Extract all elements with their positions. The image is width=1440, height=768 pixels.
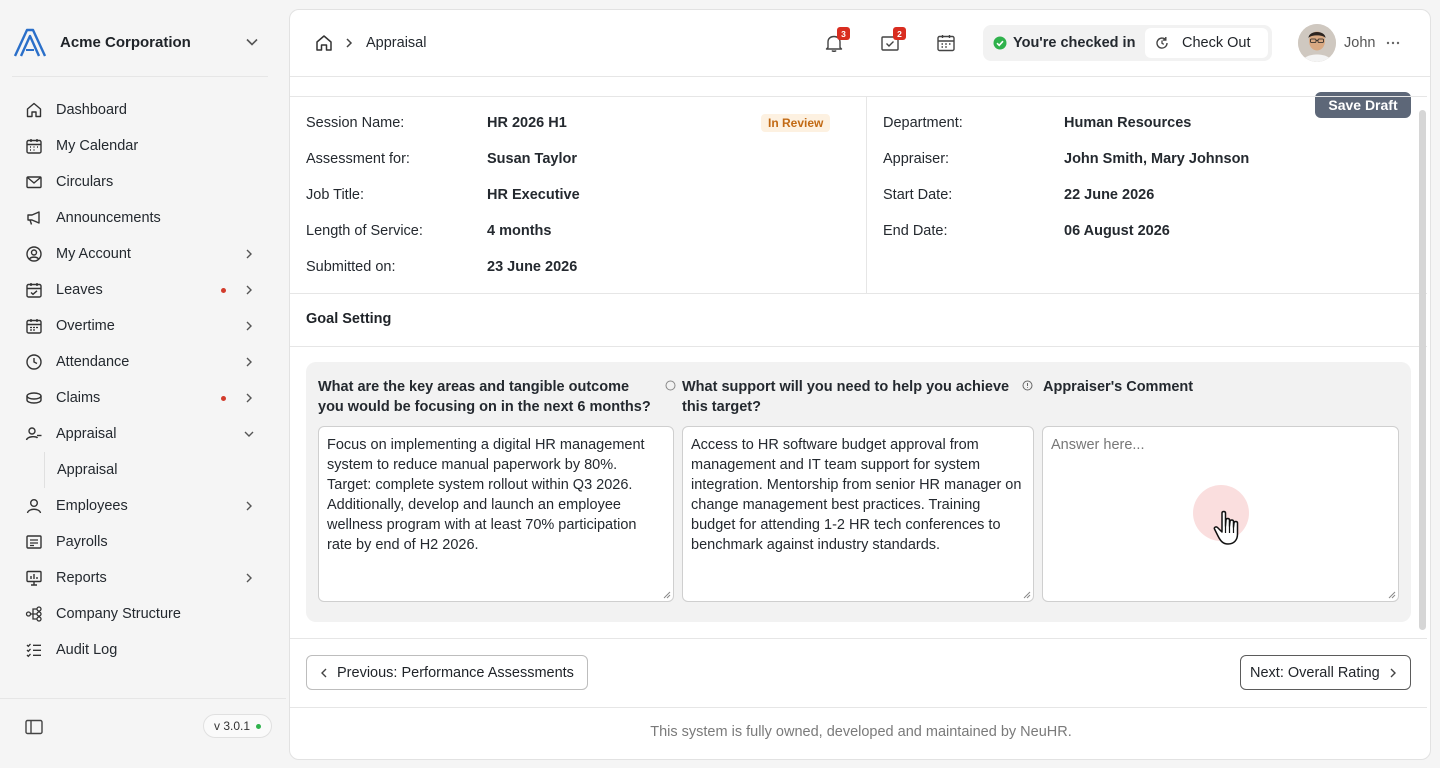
sidebar-item-employees[interactable]	[24, 488, 260, 524]
sidebar-item-label: Appraisal	[56, 426, 117, 442]
question-appraiser-comment: Appraiser's Comment	[1043, 379, 1194, 395]
megaphone-icon	[24, 208, 44, 228]
sidebar-item-label: My Account	[56, 246, 131, 262]
coins-icon	[24, 388, 44, 408]
sidebar-item-attendance[interactable]	[24, 344, 260, 380]
sidebar-item-label: Payrolls	[56, 534, 108, 550]
sidebar-item-label: Leaves	[56, 282, 103, 298]
chevron-right-icon	[242, 499, 256, 513]
sidebar-item-payrolls[interactable]	[24, 524, 260, 560]
sidebar-item-label: Dashboard	[56, 102, 127, 118]
org-name: Acme Corporation	[60, 33, 191, 51]
info-label: Length of Service:	[306, 223, 423, 239]
notification-dot	[221, 288, 226, 293]
check-out-button[interactable]	[1145, 28, 1268, 58]
resize-handle-icon[interactable]	[1388, 591, 1396, 599]
next-step-label: Next: Overall Rating	[1250, 664, 1380, 681]
top-bar	[290, 10, 1430, 77]
breadcrumb-current: Appraisal	[366, 35, 427, 51]
divider	[290, 638, 1427, 639]
chevron-right-icon	[242, 247, 256, 261]
info-label: Start Date:	[883, 187, 953, 203]
user-check-icon	[24, 424, 44, 444]
info-value: 23 June 2026	[487, 259, 578, 275]
calendar-button[interactable]	[935, 32, 957, 54]
info-row	[306, 185, 846, 205]
info-icon[interactable]	[665, 380, 676, 391]
sidebar-item-label: Appraisal	[57, 462, 118, 478]
more-horizontal-icon[interactable]	[1385, 35, 1401, 51]
sidebar-item-label: Audit Log	[56, 642, 118, 658]
org-switcher[interactable]	[12, 24, 268, 60]
previous-step-label: Previous: Performance Assessments	[337, 664, 574, 681]
sidebar-toggle-icon[interactable]	[24, 717, 44, 737]
sidebar-divider	[12, 76, 268, 77]
section-title: Goal Setting	[306, 311, 392, 327]
textarea-value: Access to HR software budget approval from management and IT team support for system integration. Mentorship from senior HR manager on change management best practices. Training budget for attending 1-2 HR tech conferences to benchmark against industry standards.	[691, 437, 1022, 553]
sidebar-item-audit-log[interactable]	[24, 632, 260, 668]
sidebar-item-claims[interactable]	[24, 380, 260, 416]
sidebar-item-label: My Calendar	[56, 138, 139, 154]
notification-dot	[221, 396, 226, 401]
info-label: Submitted on:	[306, 259, 396, 275]
main-panel	[289, 9, 1431, 760]
version-text: v 3.0.1	[214, 719, 251, 733]
sidebar-item-my-calendar[interactable]	[24, 128, 260, 164]
notification-count-badge: 3	[837, 27, 850, 40]
chevron-down-icon	[242, 427, 256, 441]
info-value: Human Resources	[1064, 115, 1192, 131]
info-label: End Date:	[883, 223, 948, 239]
info-row	[883, 221, 1403, 241]
hand-pointer-icon	[1213, 509, 1249, 547]
user-circle-icon	[24, 244, 44, 264]
scrollbar[interactable]	[1419, 110, 1426, 630]
textarea-placeholder: Answer here...	[1051, 437, 1145, 453]
checklist-icon	[24, 640, 44, 660]
avatar	[1298, 24, 1336, 62]
notifications-button[interactable]	[823, 28, 846, 54]
sidebar-item-label: Reports	[56, 570, 107, 586]
info-row	[883, 113, 1403, 133]
support-textarea[interactable]	[682, 426, 1034, 602]
resize-handle-icon[interactable]	[663, 591, 671, 599]
goal-setting-panel	[306, 362, 1411, 622]
hierarchy-icon	[24, 604, 44, 624]
question-key-areas: What are the key areas and tangible outcome you would be focusing on in the next 6 months?	[318, 379, 651, 415]
section-divider	[290, 346, 1427, 347]
status-dot	[256, 724, 261, 729]
status-badge: In Review	[761, 114, 830, 132]
info-value: HR Executive	[487, 187, 580, 203]
sidebar-item-label: Attendance	[56, 354, 130, 370]
info-row	[306, 149, 846, 169]
clock-arrow-icon	[1154, 35, 1170, 51]
info-row	[883, 185, 1403, 205]
sidebar-nav	[24, 92, 260, 668]
calendar-check-icon	[24, 280, 44, 300]
info-value: HR 2026 H1	[487, 115, 567, 131]
info-value: 22 June 2026	[1064, 187, 1155, 203]
info-row	[883, 149, 1403, 169]
sidebar-footer	[0, 698, 286, 768]
checkin-status	[983, 25, 1272, 61]
approvals-button[interactable]	[879, 28, 902, 54]
sidebar-item-label: Announcements	[56, 210, 161, 226]
user-menu[interactable]	[1298, 24, 1401, 62]
info-label: Appraiser:	[883, 151, 950, 167]
calendar-icon	[935, 32, 957, 54]
presentation-chart-icon	[24, 568, 44, 588]
question-support: What support will you need to help you achieve this target?	[682, 379, 1010, 415]
sidebar-item-circulars[interactable]	[24, 164, 260, 200]
appraiser-comment-textarea[interactable]	[1042, 426, 1399, 602]
clock-icon	[24, 352, 44, 372]
sidebar-subitem-appraisal[interactable]	[44, 452, 260, 488]
info-value: John Smith, Mary Johnson	[1064, 151, 1250, 167]
breadcrumb	[314, 32, 426, 54]
calendar-clock-icon	[24, 316, 44, 336]
chevron-right-icon	[242, 283, 256, 297]
mail-icon	[24, 172, 44, 192]
sidebar-item-label: Overtime	[56, 318, 115, 334]
next-step-button[interactable]	[1240, 655, 1411, 690]
resize-handle-icon[interactable]	[1023, 591, 1031, 599]
sidebar-item-dashboard[interactable]	[24, 92, 260, 128]
sidebar-item-overtime[interactable]	[24, 308, 260, 344]
sidebar-item-label: Claims	[56, 390, 101, 406]
textarea-value: Focus on implementing a digital HR management system to reduce manual paperwork by 80%. Target: complete system rollout within Q3 2026. Additionally, develop and launch an employee wellness program with at least 70% participation rate by end of H2 2026.	[327, 437, 645, 553]
info-row	[306, 221, 846, 241]
chevron-right-icon	[242, 319, 256, 333]
approval-count-badge: 2	[893, 27, 906, 40]
session-info-left	[290, 97, 867, 293]
sidebar-item-company-structure[interactable]	[24, 596, 260, 632]
chevron-right-icon	[342, 36, 356, 50]
version-badge	[203, 714, 272, 738]
sidebar-item-label: Circulars	[56, 174, 114, 190]
home-icon[interactable]	[314, 33, 334, 53]
divider	[290, 707, 1427, 708]
sidebar-item-my-account[interactable]	[24, 236, 260, 272]
sidebar-item-label: Company Structure	[56, 606, 181, 622]
user-name: John	[1344, 35, 1376, 51]
receipt-icon	[24, 532, 44, 552]
info-value: 06 August 2026	[1064, 223, 1170, 239]
chevron-down-icon[interactable]	[242, 32, 262, 52]
company-logo-icon	[12, 24, 48, 60]
sidebar-item-reports[interactable]	[24, 560, 260, 596]
calendar-icon	[24, 136, 44, 156]
check-circle-icon	[993, 36, 1007, 50]
check-out-label: Check Out	[1182, 35, 1251, 51]
info-label: Session Name:	[306, 115, 405, 131]
session-info	[290, 96, 1427, 294]
info-row	[306, 257, 846, 277]
sidebar	[0, 0, 286, 768]
sidebar-item-leaves[interactable]	[24, 272, 260, 308]
checkin-text: You're checked in	[1013, 35, 1136, 51]
info-label: Department:	[883, 115, 963, 131]
chevron-right-icon	[242, 571, 256, 585]
chevron-right-icon	[242, 391, 256, 405]
info-value: 4 months	[487, 223, 552, 239]
chevron-right-icon	[242, 355, 256, 369]
info-value: Susan Taylor	[487, 151, 577, 167]
sidebar-item-announcements[interactable]	[24, 200, 260, 236]
home-icon	[24, 100, 44, 120]
save-draft-button[interactable]: Save Draft	[1315, 92, 1411, 118]
key-areas-textarea[interactable]	[318, 426, 674, 602]
chevron-left-icon	[317, 666, 331, 680]
footer-text: This system is fully owned, developed and maintained by NeuHR.	[650, 724, 1072, 740]
previous-step-button[interactable]	[306, 655, 588, 690]
info-icon[interactable]	[1022, 380, 1033, 391]
sidebar-item-label: Employees	[56, 498, 128, 514]
chevron-right-icon	[1386, 666, 1400, 680]
user-icon	[24, 496, 44, 516]
info-label: Assessment for:	[306, 151, 410, 167]
info-label: Job Title:	[306, 187, 365, 203]
sidebar-item-appraisal[interactable]	[24, 416, 260, 452]
